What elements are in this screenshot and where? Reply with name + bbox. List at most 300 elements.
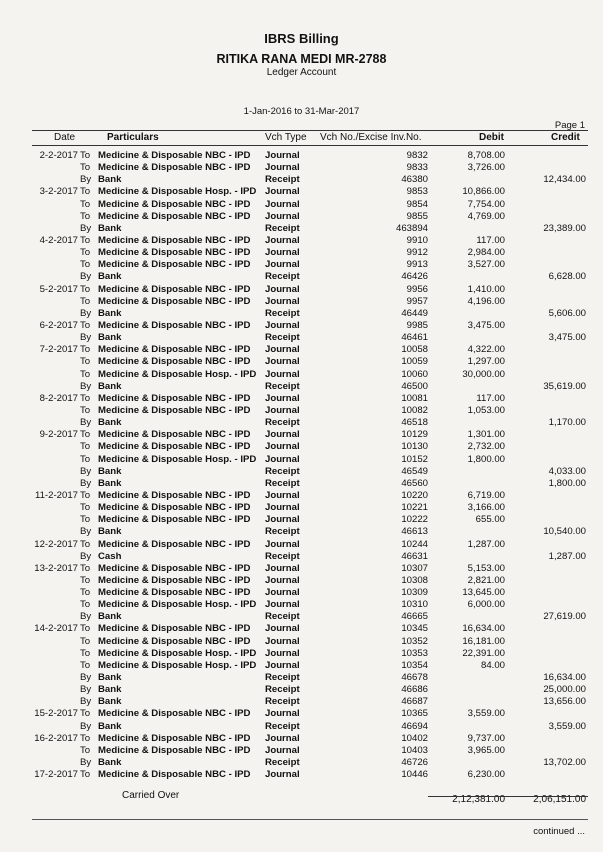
- row-date: 17-2-2017: [34, 769, 78, 781]
- row-vch-type: Receipt: [265, 672, 300, 684]
- row-vch-no: 46500: [401, 380, 428, 392]
- row-debit: 117.00: [476, 234, 505, 246]
- row-particulars: Medicine & Disposable NBC - IPD: [98, 623, 251, 635]
- row-debit: 2,732.00: [467, 441, 505, 453]
- row-vch-no: 9854: [406, 198, 428, 210]
- row-direction: To: [80, 599, 91, 611]
- row-particulars: Medicine & Disposable NBC - IPD: [98, 234, 251, 246]
- row-vch-no: 10402: [401, 732, 428, 744]
- row-particulars: Medicine & Disposable NBC - IPD: [98, 429, 251, 441]
- row-direction: By: [80, 417, 92, 429]
- row-vch-type: Receipt: [265, 684, 300, 696]
- ledger-row: [0, 344, 603, 356]
- row-debit: 117.00: [476, 392, 505, 404]
- ledger-row: [0, 150, 603, 162]
- row-vch-no: 10129: [401, 429, 428, 441]
- row-vch-type: Journal: [265, 283, 300, 295]
- row-credit: 10,540.00: [543, 526, 586, 538]
- row-particulars: Medicine & Disposable NBC - IPD: [98, 562, 251, 574]
- row-vch-type: Journal: [265, 647, 300, 659]
- row-direction: By: [80, 611, 92, 623]
- row-particulars: Medicine & Disposable NBC - IPD: [98, 162, 251, 174]
- row-vch-no: 9832: [406, 150, 428, 161]
- row-direction: To: [80, 769, 91, 781]
- ledger-row: [0, 708, 603, 720]
- row-vch-no: 10345: [401, 623, 428, 635]
- row-particulars: Medicine & Disposable NBC - IPD: [98, 150, 251, 161]
- row-credit: 6,628.00: [548, 271, 586, 283]
- row-credit: 4,033.00: [548, 465, 586, 477]
- ledger-row: [0, 575, 603, 587]
- row-particulars: Medicine & Disposable NBC - IPD: [98, 708, 251, 720]
- row-direction: To: [80, 404, 91, 416]
- ledger-row: [0, 199, 603, 211]
- row-vch-type: Journal: [265, 295, 300, 307]
- row-vch-no: 10353: [401, 647, 428, 659]
- row-vch-type: Journal: [265, 150, 300, 161]
- row-vch-no: 9956: [406, 283, 428, 295]
- row-debit: 1,410.00: [467, 283, 505, 295]
- ledger-row: [0, 587, 603, 599]
- row-vch-no: 9985: [406, 319, 428, 331]
- row-vch-type: Journal: [265, 198, 300, 210]
- row-vch-no: 10059: [401, 356, 428, 368]
- ledger-row: [0, 623, 603, 635]
- row-direction: To: [80, 647, 91, 659]
- row-particulars: Medicine & Disposable NBC - IPD: [98, 295, 251, 307]
- row-direction: To: [80, 562, 91, 574]
- row-date: 2-2-2017: [39, 150, 78, 161]
- row-particulars: Medicine & Disposable NBC - IPD: [98, 514, 251, 526]
- ledger-row: [0, 441, 603, 453]
- row-vch-no: 9833: [406, 162, 428, 174]
- row-date: 3-2-2017: [39, 186, 78, 198]
- row-direction: By: [80, 720, 92, 732]
- row-direction: To: [80, 247, 91, 259]
- col-debit: Debit: [479, 132, 504, 143]
- row-vch-type: Receipt: [265, 417, 300, 429]
- row-vch-type: Receipt: [265, 271, 300, 283]
- row-credit: 3,475.00: [548, 332, 586, 344]
- row-vch-no: 10082: [401, 404, 428, 416]
- ledger-row: [0, 247, 603, 259]
- row-particulars: Medicine & Disposable NBC - IPD: [98, 587, 251, 599]
- row-direction: To: [80, 259, 91, 271]
- row-vch-no: 46665: [401, 611, 428, 623]
- row-particulars: Medicine & Disposable Hosp. - IPD: [98, 453, 257, 465]
- row-direction: By: [80, 222, 92, 234]
- credit-total: 2,06,151.00: [533, 794, 586, 805]
- row-vch-type: Journal: [265, 247, 300, 259]
- row-credit: 1,287.00: [548, 550, 586, 562]
- ledger-row: [0, 636, 603, 648]
- row-debit: 22,391.00: [462, 647, 505, 659]
- ledger-table: [0, 150, 603, 781]
- row-particulars: Medicine & Disposable Hosp. - IPD: [98, 647, 257, 659]
- row-vch-type: Journal: [265, 562, 300, 574]
- row-credit: 25,000.00: [543, 684, 586, 696]
- row-vch-type: Journal: [265, 635, 300, 647]
- row-debit: 16,634.00: [462, 623, 505, 635]
- row-date: 14-2-2017: [34, 623, 78, 635]
- row-particulars: Medicine & Disposable NBC - IPD: [98, 744, 251, 756]
- row-credit: 16,634.00: [543, 672, 586, 684]
- ledger-row: [0, 733, 603, 745]
- row-vch-no: 10354: [401, 659, 428, 671]
- row-particulars: Medicine & Disposable Hosp. - IPD: [98, 659, 257, 671]
- row-vch-type: Receipt: [265, 550, 300, 562]
- ledger-row: [0, 551, 603, 563]
- ledger-row: [0, 660, 603, 672]
- row-vch-no: 10365: [401, 708, 428, 720]
- row-debit: 13,645.00: [462, 587, 505, 599]
- ledger-row: [0, 174, 603, 186]
- row-vch-no: 9912: [406, 247, 428, 259]
- row-particulars: Cash: [98, 550, 122, 562]
- row-particulars: Bank: [98, 696, 122, 708]
- row-vch-type: Journal: [265, 744, 300, 756]
- ledger-row: [0, 271, 603, 283]
- row-direction: By: [80, 696, 92, 708]
- row-vch-type: Receipt: [265, 611, 300, 623]
- row-debit: 1,800.00: [467, 453, 505, 465]
- row-vch-type: Journal: [265, 368, 300, 380]
- ledger-row: [0, 332, 603, 344]
- row-vch-type: Journal: [265, 234, 300, 246]
- row-vch-type: Journal: [265, 732, 300, 744]
- row-direction: By: [80, 672, 92, 684]
- row-direction: To: [80, 356, 91, 368]
- row-direction: To: [80, 489, 91, 501]
- row-vch-no: 46426: [401, 271, 428, 283]
- row-particulars: Medicine & Disposable NBC - IPD: [98, 392, 251, 404]
- ledger-row: [0, 563, 603, 575]
- row-particulars: Medicine & Disposable NBC - IPD: [98, 441, 251, 453]
- row-vch-no: 10081: [401, 392, 428, 404]
- row-vch-type: Journal: [265, 186, 300, 198]
- row-direction: To: [80, 502, 91, 514]
- row-particulars: Bank: [98, 271, 122, 283]
- row-particulars: Medicine & Disposable NBC - IPD: [98, 404, 251, 416]
- row-particulars: Medicine & Disposable NBC - IPD: [98, 319, 251, 331]
- row-vch-no: 9913: [406, 259, 428, 271]
- row-vch-type: Receipt: [265, 332, 300, 344]
- row-vch-no: 10309: [401, 587, 428, 599]
- row-date: 11-2-2017: [34, 489, 78, 501]
- row-vch-type: Journal: [265, 210, 300, 222]
- ledger-row: [0, 757, 603, 769]
- row-vch-no: 10446: [401, 769, 428, 781]
- row-direction: By: [80, 380, 92, 392]
- row-debit: 2,821.00: [467, 574, 505, 586]
- row-direction: To: [80, 623, 91, 635]
- ledger-row: [0, 429, 603, 441]
- ledger-row: [0, 514, 603, 526]
- row-direction: To: [80, 283, 91, 295]
- col-credit: Credit: [551, 132, 580, 143]
- row-particulars: Medicine & Disposable NBC - IPD: [98, 769, 251, 781]
- row-vch-type: Journal: [265, 259, 300, 271]
- row-vch-type: Journal: [265, 319, 300, 331]
- row-vch-type: Journal: [265, 489, 300, 501]
- row-direction: By: [80, 174, 92, 186]
- row-particulars: Bank: [98, 174, 122, 186]
- row-credit: 35,619.00: [543, 380, 586, 392]
- ledger-row: [0, 235, 603, 247]
- row-debit: 3,475.00: [467, 319, 505, 331]
- row-direction: By: [80, 684, 92, 696]
- ledger-row: [0, 502, 603, 514]
- col-vch-no: Vch No./Excise Inv.No.: [320, 132, 422, 143]
- page-number: Page 1: [554, 120, 585, 131]
- row-direction: By: [80, 526, 92, 538]
- row-debit: 655.00: [475, 514, 505, 526]
- row-debit: 9,737.00: [467, 732, 505, 744]
- row-vch-no: 46549: [401, 465, 428, 477]
- ledger-row: [0, 611, 603, 623]
- row-vch-no: 9853: [406, 186, 428, 198]
- row-vch-no: 10307: [401, 562, 428, 574]
- row-vch-type: Journal: [265, 623, 300, 635]
- ledger-row: [0, 672, 603, 684]
- row-debit: 3,965.00: [467, 744, 505, 756]
- row-direction: To: [80, 392, 91, 404]
- row-particulars: Medicine & Disposable NBC - IPD: [98, 635, 251, 647]
- row-date: 4-2-2017: [39, 234, 78, 246]
- row-particulars: Medicine & Disposable NBC - IPD: [98, 283, 251, 295]
- row-debit: 10,866.00: [462, 186, 505, 198]
- row-date: 15-2-2017: [34, 708, 78, 720]
- row-direction: To: [80, 234, 91, 246]
- row-direction: By: [80, 757, 92, 769]
- row-direction: To: [80, 453, 91, 465]
- row-vch-no: 9957: [406, 295, 428, 307]
- row-direction: To: [80, 429, 91, 441]
- row-vch-type: Receipt: [265, 526, 300, 538]
- row-vch-type: Receipt: [265, 696, 300, 708]
- row-vch-type: Journal: [265, 538, 300, 550]
- row-vch-no: 10308: [401, 574, 428, 586]
- ledger-row: [0, 186, 603, 198]
- row-direction: By: [80, 307, 92, 319]
- row-debit: 3,726.00: [467, 162, 505, 174]
- ledger-row: [0, 696, 603, 708]
- ledger-row: [0, 162, 603, 174]
- row-particulars: Bank: [98, 380, 122, 392]
- row-direction: To: [80, 344, 91, 356]
- row-vch-no: 10130: [401, 441, 428, 453]
- total-rule: [428, 796, 588, 797]
- row-direction: To: [80, 538, 91, 550]
- row-credit: 23,389.00: [543, 222, 586, 234]
- row-direction: By: [80, 332, 92, 344]
- row-debit: 1,053.00: [467, 404, 505, 416]
- row-particulars: Bank: [98, 526, 122, 538]
- ledger-row: [0, 539, 603, 551]
- row-direction: To: [80, 441, 91, 453]
- ledger-row: [0, 223, 603, 235]
- row-debit: 6,000.00: [467, 599, 505, 611]
- ledger-row: [0, 526, 603, 538]
- row-vch-type: Journal: [265, 441, 300, 453]
- row-direction: By: [80, 465, 92, 477]
- row-vch-no: 10220: [401, 489, 428, 501]
- row-vch-type: Journal: [265, 162, 300, 174]
- ledger-row: [0, 393, 603, 405]
- row-particulars: Medicine & Disposable NBC - IPD: [98, 198, 251, 210]
- ledger-row: [0, 259, 603, 271]
- row-date: 12-2-2017: [34, 538, 78, 550]
- row-vch-no: 46560: [401, 477, 428, 489]
- row-vch-type: Journal: [265, 392, 300, 404]
- row-particulars: Medicine & Disposable NBC - IPD: [98, 574, 251, 586]
- row-vch-type: Journal: [265, 708, 300, 720]
- col-particulars: Particulars: [107, 132, 159, 143]
- row-particulars: Medicine & Disposable Hosp. - IPD: [98, 368, 257, 380]
- row-debit: 3,166.00: [467, 502, 505, 514]
- row-vch-no: 10221: [401, 502, 428, 514]
- row-debit: 4,322.00: [467, 344, 505, 356]
- footer-row: [0, 790, 603, 810]
- row-vch-type: Receipt: [265, 477, 300, 489]
- row-vch-type: Journal: [265, 599, 300, 611]
- row-debit: 6,230.00: [467, 769, 505, 781]
- row-vch-no: 10403: [401, 744, 428, 756]
- row-vch-type: Journal: [265, 514, 300, 526]
- row-vch-type: Receipt: [265, 307, 300, 319]
- row-vch-type: Journal: [265, 659, 300, 671]
- row-vch-no: 46631: [401, 550, 428, 562]
- row-particulars: Medicine & Disposable NBC - IPD: [98, 356, 251, 368]
- row-credit: 3,559.00: [548, 720, 586, 732]
- row-direction: To: [80, 319, 91, 331]
- row-vch-type: Receipt: [265, 720, 300, 732]
- row-debit: 1,287.00: [467, 538, 505, 550]
- row-debit: 5,153.00: [467, 562, 505, 574]
- row-direction: To: [80, 150, 91, 161]
- row-date: 16-2-2017: [34, 732, 78, 744]
- row-particulars: Medicine & Disposable NBC - IPD: [98, 259, 251, 271]
- row-vch-no: 10352: [401, 635, 428, 647]
- row-particulars: Bank: [98, 757, 122, 769]
- row-direction: To: [80, 732, 91, 744]
- row-vch-no: 46678: [401, 672, 428, 684]
- row-vch-type: Receipt: [265, 757, 300, 769]
- row-vch-type: Journal: [265, 453, 300, 465]
- row-debit: 3,527.00: [467, 259, 505, 271]
- row-vch-type: Receipt: [265, 465, 300, 477]
- row-particulars: Bank: [98, 222, 122, 234]
- row-direction: To: [80, 368, 91, 380]
- row-particulars: Bank: [98, 465, 122, 477]
- row-credit: 5,606.00: [548, 307, 586, 319]
- ledger-row: [0, 369, 603, 381]
- ledger-row: [0, 648, 603, 660]
- continued-note: continued ...: [533, 826, 585, 837]
- row-direction: To: [80, 708, 91, 720]
- row-particulars: Bank: [98, 477, 122, 489]
- ledger-row: [0, 417, 603, 429]
- row-vch-no: 10152: [401, 453, 428, 465]
- row-date: 7-2-2017: [39, 344, 78, 356]
- row-particulars: Bank: [98, 672, 122, 684]
- row-debit: 2,984.00: [467, 247, 505, 259]
- ledger-row: [0, 490, 603, 502]
- row-direction: To: [80, 295, 91, 307]
- col-date: Date: [54, 132, 76, 143]
- row-vch-no: 463894: [395, 222, 428, 234]
- page-bottom-rule: [32, 819, 588, 820]
- row-debit: 4,769.00: [467, 210, 505, 222]
- row-credit: 27,619.00: [543, 611, 586, 623]
- row-vch-type: Journal: [265, 587, 300, 599]
- ledger-row: [0, 478, 603, 490]
- row-direction: To: [80, 574, 91, 586]
- row-particulars: Bank: [98, 417, 122, 429]
- company-name: IBRS Billing: [264, 31, 339, 46]
- row-vch-type: Receipt: [265, 174, 300, 186]
- row-date: 6-2-2017: [39, 319, 78, 331]
- row-particulars: Medicine & Disposable Hosp. - IPD: [98, 599, 257, 611]
- row-particulars: Medicine & Disposable NBC - IPD: [98, 502, 251, 514]
- row-particulars: Medicine & Disposable NBC - IPD: [98, 247, 251, 259]
- row-particulars: Medicine & Disposable Hosp. - IPD: [98, 186, 257, 198]
- row-vch-type: Journal: [265, 429, 300, 441]
- ledger-row: [0, 356, 603, 368]
- row-direction: To: [80, 744, 91, 756]
- row-vch-no: 9910: [406, 234, 428, 246]
- row-vch-no: 10244: [401, 538, 428, 550]
- row-vch-type: Receipt: [265, 222, 300, 234]
- row-vch-no: 46726: [401, 757, 428, 769]
- ledger-row: [0, 211, 603, 223]
- row-particulars: Bank: [98, 720, 122, 732]
- row-particulars: Medicine & Disposable NBC - IPD: [98, 489, 251, 501]
- row-particulars: Bank: [98, 684, 122, 696]
- row-vch-type: Journal: [265, 344, 300, 356]
- row-vch-no: 46686: [401, 684, 428, 696]
- row-vch-type: Journal: [265, 574, 300, 586]
- ledger-row: [0, 769, 603, 781]
- debit-total: 2,12,381.00: [452, 794, 505, 805]
- row-vch-no: 46380: [401, 174, 428, 186]
- row-vch-type: Journal: [265, 404, 300, 416]
- ledger-row: [0, 745, 603, 757]
- row-debit: 3,559.00: [467, 708, 505, 720]
- row-direction: By: [80, 271, 92, 283]
- report-period: 1-Jan-2016 to 31-Mar-2017: [243, 106, 360, 117]
- ledger-row: [0, 466, 603, 478]
- row-particulars: Bank: [98, 307, 122, 319]
- row-debit: 1,301.00: [467, 429, 505, 441]
- ledger-row: [0, 284, 603, 296]
- row-vch-type: Journal: [265, 769, 300, 781]
- row-direction: To: [80, 186, 91, 198]
- ledger-row: [0, 308, 603, 320]
- row-date: 8-2-2017: [39, 392, 78, 404]
- row-vch-no: 46687: [401, 696, 428, 708]
- carried-over-label: Carried Over: [122, 790, 180, 801]
- ledger-row: [0, 454, 603, 466]
- row-vch-type: Receipt: [265, 380, 300, 392]
- row-direction: To: [80, 514, 91, 526]
- row-credit: 12,434.00: [543, 174, 586, 186]
- row-vch-no: 10310: [401, 599, 428, 611]
- row-date: 13-2-2017: [34, 562, 78, 574]
- row-debit: 8,708.00: [467, 150, 505, 161]
- row-vch-no: 46449: [401, 307, 428, 319]
- row-vch-no: 10058: [401, 344, 428, 356]
